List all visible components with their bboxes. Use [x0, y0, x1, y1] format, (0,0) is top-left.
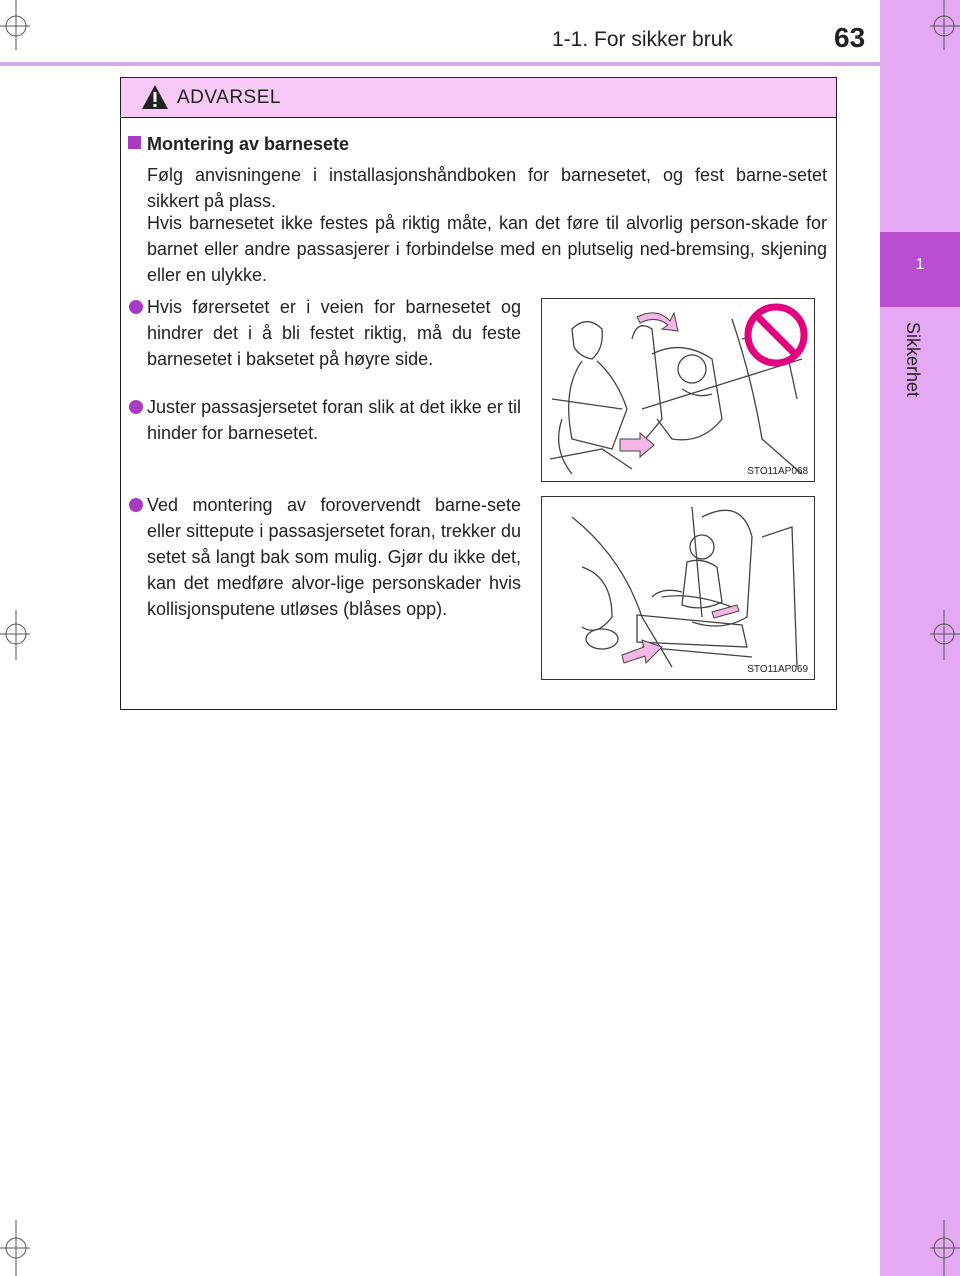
warning-header: [121, 78, 836, 118]
crop-mark-top-right: [920, 0, 960, 60]
bullet-dot-icon: [129, 400, 143, 414]
warning-triangle-icon: [141, 84, 169, 110]
page-number: 63: [834, 22, 866, 53]
side-tab-label: Sikkerhet: [903, 322, 923, 398]
bullet-item-1: [129, 294, 521, 372]
warning-label: ADVARSEL: [177, 87, 281, 108]
section-title-text: Montering av barnesete: [147, 134, 350, 154]
figure-front-seat-illustration: [541, 496, 815, 680]
warning-box: [120, 77, 837, 710]
crop-mark-bottom-right: [920, 1220, 960, 1276]
paragraph-1: Følg anvisningene i installasjonshåndboken for barnesetet, og fest barne-setet sikkert på plass.: [147, 165, 827, 211]
paragraph-2: Hvis barnesetet ikke festes på riktig måte, kan det føre til alvorlig person-skade for barnet eller andre passasjerer i forbindelse med en plutselig ned-bremsing, skjening eller en ulykke.: [147, 213, 827, 285]
figure-rear-seat-illustration: [541, 298, 815, 482]
side-tab-chapter-number: 1: [915, 256, 925, 273]
child-seat-rear-illustration: [542, 299, 814, 481]
bullet-item-3: [129, 492, 521, 622]
header-rule: [0, 62, 880, 66]
section-square-icon: [128, 136, 141, 149]
bullet-dot-icon: [129, 300, 143, 314]
crop-mark-mid-left: [0, 610, 40, 660]
crop-mark-mid-right: [920, 610, 960, 660]
section-title: [128, 134, 349, 155]
crop-mark-top-left: [0, 0, 40, 60]
bullet-dot-icon: [129, 498, 143, 512]
page-header-title: 1-1. For sikker bruk: [552, 28, 733, 51]
figure-code-2: STO11AP069: [747, 664, 808, 675]
bullet-text-2: Juster passasjersetet foran slik at det ikke er til hinder for barnesetet.: [147, 397, 521, 443]
bullet-text-1: Hvis førersetet er i veien for barnesetet og hindrer det i å bli festet riktig, må du feste barnesetet i baksetet på høyre side.: [147, 297, 521, 369]
figure-code-1: STO11AP068: [747, 466, 808, 477]
child-seat-front-illustration: [542, 497, 814, 679]
crop-mark-bottom-left: [0, 1220, 40, 1276]
bullet-text-3: Ved montering av forovervendt barne-sete eller sittepute i passasjersetet foran, trekker du setet så langt bak som mulig. Gjør du ikke det, kan det medføre alvor-lige personskader hvis kollisjonsputene utløses (blåses opp).: [147, 495, 521, 619]
bullet-item-2: [129, 394, 521, 446]
